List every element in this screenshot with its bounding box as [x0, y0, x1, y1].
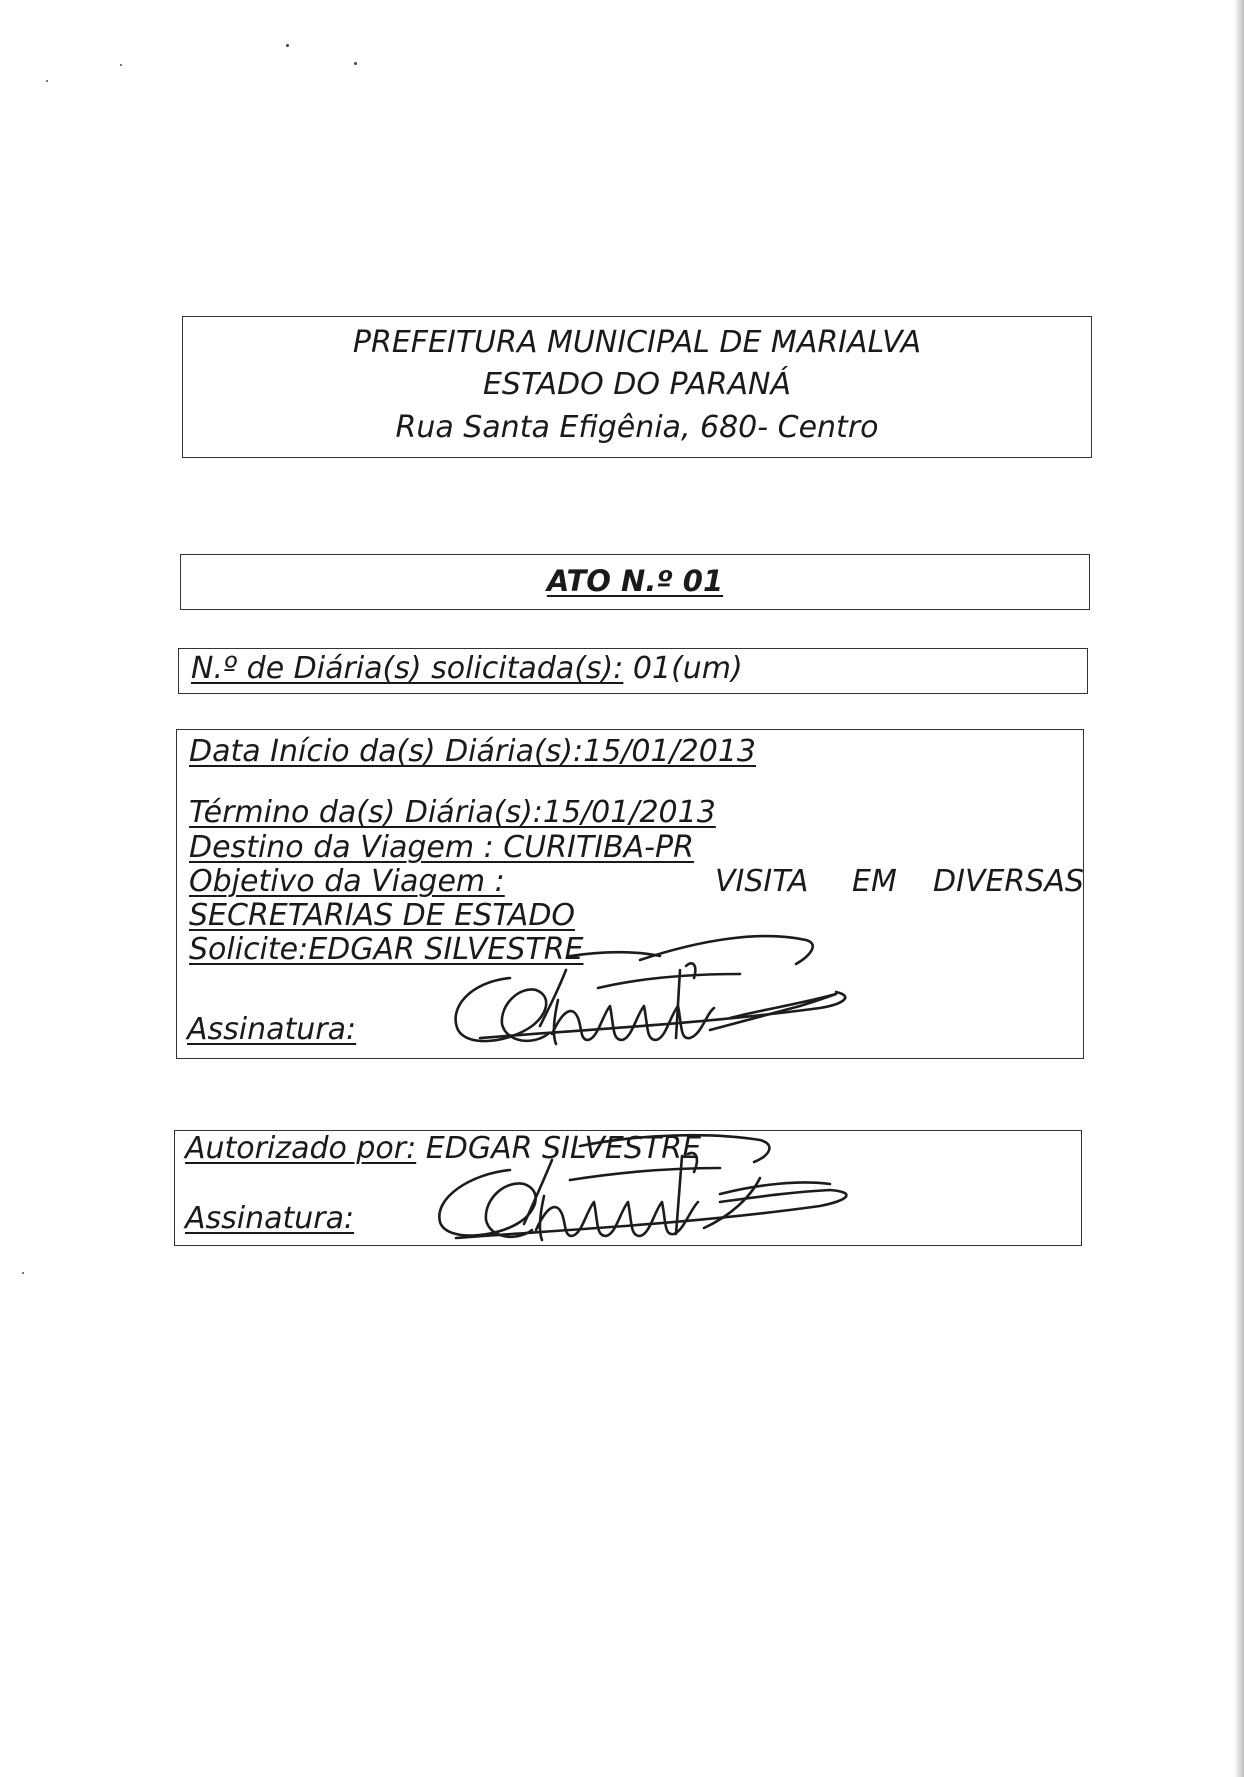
objetivo-word: EM [852, 864, 897, 899]
objetivo-word: VISITA [715, 864, 809, 899]
header-address: Rua Santa Efigênia, 680- Centro [395, 410, 879, 445]
destino-viagem: Destino da Viagem : CURITIBA-PR [189, 830, 694, 865]
autorizado-name: EDGAR SILVESTRE [425, 1131, 702, 1166]
data-inicio: Data Início da(s) Diária(s):15/01/2013 [189, 734, 757, 769]
objetivo-label: Objetivo da Viagem : [189, 864, 505, 899]
scan-speck [354, 62, 357, 65]
diarias-box [178, 648, 1088, 694]
header-state: ESTADO DO PARANÁ [482, 367, 792, 402]
ato-title: ATO N.º 01 [546, 564, 724, 598]
scan-speck [286, 44, 289, 47]
signature-solicitante [440, 930, 860, 1060]
objetivo-viagem [189, 864, 1084, 900]
objetivo-continuation: SECRETARIAS DE ESTADO [189, 898, 576, 933]
data-termino: Término da(s) Diária(s):15/01/2013 [189, 795, 716, 830]
assinatura-label: Assinatura: [187, 1012, 357, 1047]
scan-speck [46, 80, 48, 82]
diarias-label: N.º de Diária(s) solicitada(s): [191, 651, 624, 686]
header-box [182, 316, 1092, 458]
autorizado-label: Autorizado por: [185, 1131, 417, 1166]
scan-speck [22, 1272, 24, 1274]
solicitante: Solicite:EDGAR SILVESTRE [189, 932, 584, 967]
diarias-value: 01(um) [632, 651, 743, 686]
page-edge-shadow [1234, 0, 1244, 1777]
objetivo-word: DIVERSAS [933, 864, 1084, 899]
scan-speck [120, 64, 122, 66]
ato-box [180, 554, 1090, 610]
autorizado-assinatura-label: Assinatura: [185, 1201, 355, 1236]
header-title: PREFEITURA MUNICIPAL DE MARIALVA [352, 325, 922, 360]
diarias-line [191, 651, 743, 687]
signature-autorizacao [420, 1128, 860, 1258]
